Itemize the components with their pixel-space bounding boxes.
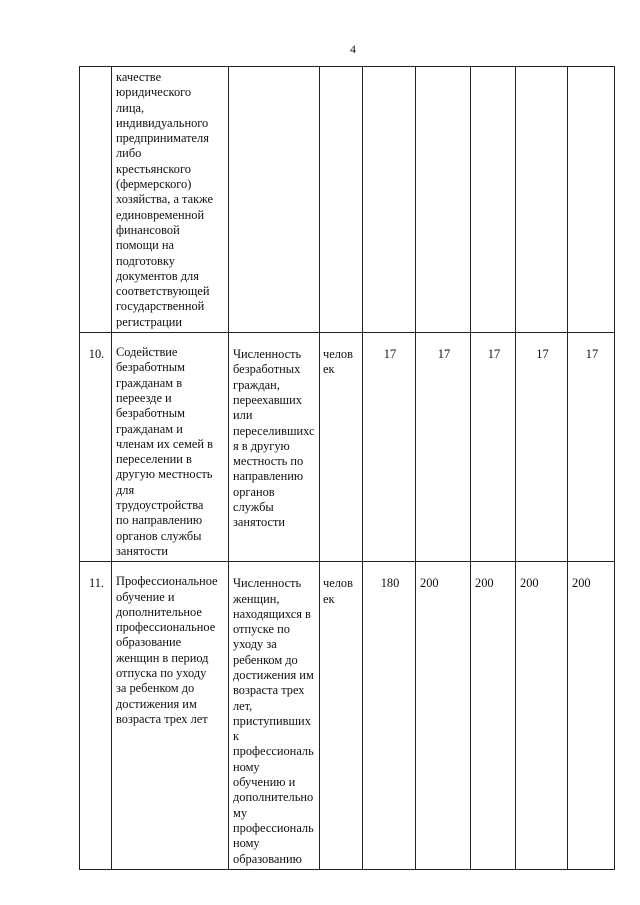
cell-text-line: отпуске по: [233, 622, 290, 637]
cell-text-line: переселившихс: [233, 423, 315, 438]
cell-text-line: дополнительно: [233, 790, 314, 805]
cell-text-line: профессиональное: [116, 620, 216, 635]
cell-text-line: Содействие: [116, 345, 178, 360]
cell-text-line: уходу за: [233, 637, 277, 652]
cell-text-line: отпуска по уходу: [116, 665, 207, 680]
cell-text-line: находящихся в: [233, 606, 311, 621]
cell-text-line: по направлению: [116, 513, 203, 528]
unit-cell: [320, 333, 363, 562]
cell-text-line: занятости: [116, 543, 169, 558]
cell-text-line: ному: [233, 836, 260, 851]
cell-text-line: достижения им: [116, 696, 197, 711]
cell-text-line: юридического: [116, 85, 192, 100]
row-number-cell: 10.: [80, 333, 112, 562]
cell-text-line: переезде и: [116, 390, 172, 405]
cell-text-line: местность по: [233, 454, 304, 469]
cell-text-line: к: [233, 729, 240, 744]
cell-text-line: крестьянского: [116, 161, 191, 176]
cell-text-line: Численность: [233, 347, 302, 362]
cell-text-line: либо: [116, 146, 142, 161]
cell-text-line: лица,: [116, 100, 145, 115]
cell-text-line: единовременной: [116, 207, 205, 222]
measure-name-cell: [112, 67, 229, 333]
cell-text-line: документов для: [116, 268, 199, 283]
value-cell-2: 200: [416, 562, 471, 870]
indicator-cell: [229, 562, 320, 870]
value-cell-3: 200: [471, 562, 516, 870]
cell-text-line: занятости: [233, 515, 286, 530]
unit-cell: [320, 562, 363, 870]
cell-text-line: службы: [233, 500, 274, 515]
cell-text-line: обучению и: [233, 775, 296, 790]
value-cell-5: 17: [568, 333, 615, 562]
value-cell-2: [416, 67, 471, 333]
cell-text-line: (фермерского): [116, 177, 192, 192]
cell-text-line: профессиональ: [233, 744, 314, 759]
value-cell-1: 17: [363, 333, 416, 562]
measure-name-cell: [112, 562, 229, 870]
row-number-cell: [80, 67, 112, 333]
cell-text-line: для: [116, 482, 135, 497]
cell-text-line: достижения им: [233, 667, 314, 682]
indicator-cell: [229, 333, 320, 562]
table-row: [80, 67, 615, 333]
value-cell-3: 17: [471, 333, 516, 562]
cell-text-line: регистрации: [116, 314, 183, 329]
measure-name-cell: [112, 333, 229, 562]
cell-text-line: му: [233, 805, 248, 820]
cell-text-line: образованию: [233, 851, 302, 866]
indicator-cell: [229, 67, 320, 333]
cell-text-line: безработным: [116, 360, 185, 375]
cell-text-line: граждан,: [233, 377, 280, 392]
cell-text-line: женщин,: [233, 591, 280, 606]
cell-text-line: ек: [323, 591, 335, 606]
cell-text-line: трудоустройства: [116, 498, 204, 513]
cell-text-line: ребенком до: [233, 652, 298, 667]
cell-text-line: за ребенком до: [116, 681, 195, 696]
table-row: [80, 333, 615, 562]
cell-text-line: я в другую: [233, 438, 290, 453]
cell-text-line: профессиональ: [233, 820, 314, 835]
cell-text-line: или: [233, 408, 253, 423]
cell-text-line: предпринимателя: [116, 131, 209, 146]
cell-text-line: возраста трех лет: [116, 711, 208, 726]
cell-text-line: гражданам в: [116, 375, 183, 390]
cell-text-line: челов: [323, 576, 353, 591]
cell-text-line: приступивших: [233, 713, 311, 728]
value-cell-4: 17: [516, 333, 568, 562]
cell-text-line: помощи на: [116, 238, 175, 253]
cell-text-line: возраста трех: [233, 683, 305, 698]
cell-text-line: членам их семей в: [116, 436, 213, 451]
cell-text-line: соответствующей: [116, 284, 210, 299]
value-cell-4: [516, 67, 568, 333]
cell-text-line: ному: [233, 759, 260, 774]
value-cell-4: 200: [516, 562, 568, 870]
cell-text-line: качестве: [116, 70, 162, 84]
cell-text-line: безработным: [116, 406, 185, 421]
cell-text-line: Численность: [233, 576, 302, 591]
cell-text-line: женщин в период: [116, 650, 209, 665]
cell-text-line: индивидуального: [116, 115, 209, 130]
page-number: 4: [350, 42, 356, 56]
cell-text-line: финансовой: [116, 222, 180, 237]
cell-text-line: образование: [116, 635, 182, 650]
cell-text-line: органов: [233, 484, 275, 499]
cell-text-line: дополнительное: [116, 604, 202, 619]
value-cell-3: [471, 67, 516, 333]
indicators-table: [79, 66, 615, 870]
cell-text-line: лет,: [233, 698, 253, 713]
cell-text-line: подготовку: [116, 253, 175, 268]
cell-text-line: ек: [323, 362, 335, 377]
cell-text-line: переселении в: [116, 452, 192, 467]
value-cell-2: 17: [416, 333, 471, 562]
cell-text-line: обучение и: [116, 589, 175, 604]
value-cell-5: 200: [568, 562, 615, 870]
value-cell-1: 180: [363, 562, 416, 870]
value-cell-5: [568, 67, 615, 333]
cell-text-line: безработных: [233, 362, 301, 377]
cell-text-line: хозяйства, а также: [116, 192, 214, 207]
row-number-cell: 11.: [80, 562, 112, 870]
cell-text-line: другую местность: [116, 467, 213, 482]
value-cell-1: [363, 67, 416, 333]
cell-text-line: органов службы: [116, 528, 202, 543]
cell-text-line: Профессиональное: [116, 574, 218, 589]
cell-text-line: переехавших: [233, 392, 302, 407]
cell-text-line: государственной: [116, 299, 205, 314]
unit-cell: [320, 67, 363, 333]
cell-text-line: направлению: [233, 469, 304, 484]
table-row: [80, 562, 615, 870]
cell-text-line: челов: [323, 347, 353, 362]
cell-text-line: гражданам и: [116, 421, 183, 436]
